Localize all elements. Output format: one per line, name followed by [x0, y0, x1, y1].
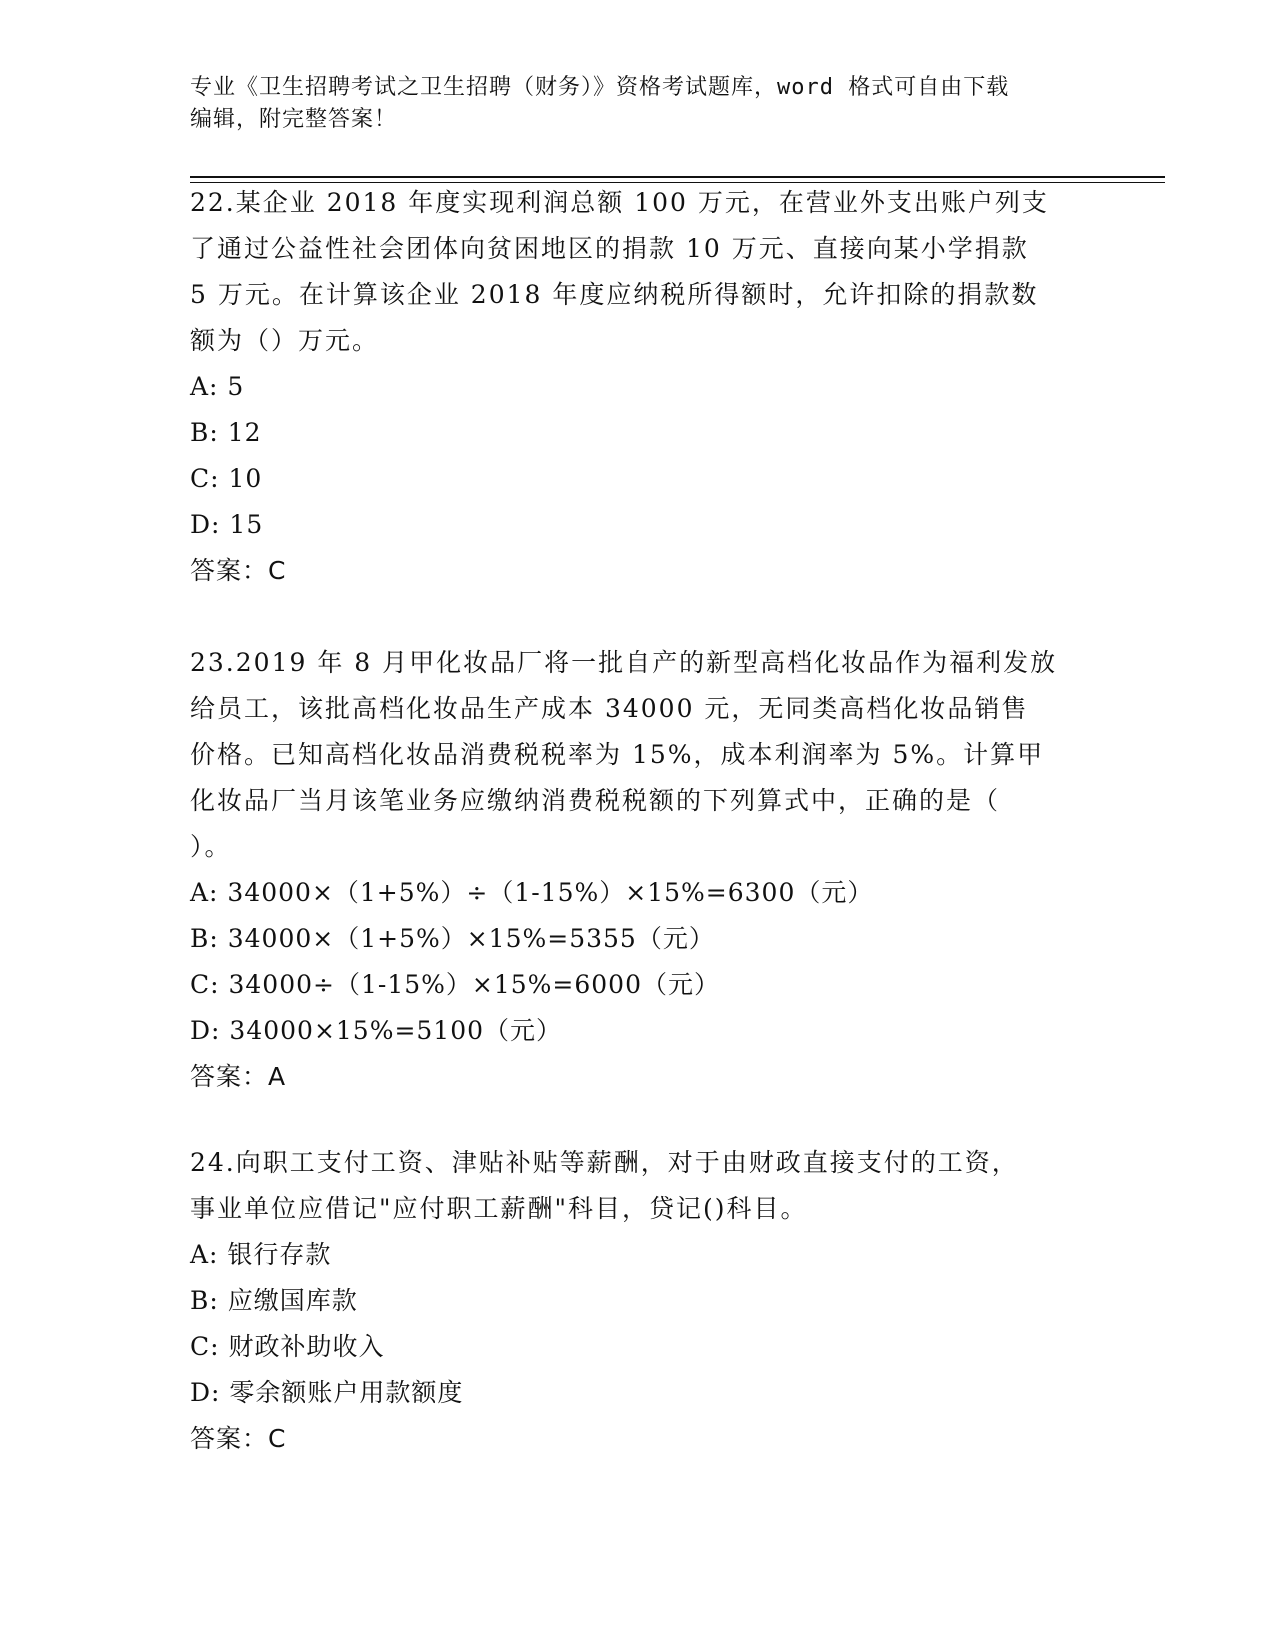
question-stem-line: 化妆品厂当月该笔业务应缴纳消费税税额的下列算式中，正确的是（	[190, 786, 1001, 815]
question-stem-line: 给员工，该批高档化妆品生产成本 34000 元，无同类高档化妆品销售	[190, 694, 1029, 723]
document-header	[190, 72, 1090, 136]
question-24	[190, 1140, 1090, 1462]
question-stem-line: 23.2019 年 8 月甲化妆品厂将一批自产的新型高档化妆品作为福利发放	[190, 648, 1058, 677]
question-stem-line: ）。	[190, 832, 232, 861]
question-stem-line: 事业单位应借记"应付职工薪酬"科目，贷记()科目。	[190, 1194, 808, 1223]
answer-label: 答案：C	[190, 1424, 287, 1453]
option-d: D: 34000×15%=5100（元）	[190, 1016, 563, 1045]
question-stem-line: 价格。已知高档化妆品消费税税率为 15%，成本利润率为 5%。计算甲	[190, 740, 1045, 769]
question-stem-line: 24.向职工支付工资、津贴补贴等薪酬，对于由财政直接支付的工资，	[190, 1148, 1019, 1177]
option-c: C: 34000÷（1-15%）×15%=6000（元）	[190, 970, 720, 999]
question-stem-line: 5 万元。在计算该企业 2018 年度应纳税所得额时，允许扣除的捐款数	[190, 280, 1039, 309]
option-a: A: 5	[190, 372, 245, 401]
header-divider-thick	[190, 176, 1165, 178]
option-c: C: 10	[190, 464, 263, 493]
option-c: C: 财政补助收入	[190, 1332, 385, 1361]
option-a: A: 银行存款	[190, 1240, 332, 1269]
option-b: B: 34000×（1+5%）×15%=5355（元）	[190, 924, 715, 953]
option-b: B: 应缴国库款	[190, 1286, 358, 1315]
option-b: B: 12	[190, 418, 262, 447]
question-stem-line: 额为（）万元。	[190, 326, 380, 355]
option-d: D: 零余额账户用款额度	[190, 1378, 464, 1407]
question-stem-line: 了通过公益性社会团体向贫困地区的捐款 10 万元、直接向某小学捐款	[190, 234, 1029, 263]
option-d: D: 15	[190, 510, 264, 539]
header-line: 编辑，附完整答案！	[190, 107, 398, 132]
option-a: A: 34000×（1+5%）÷（1-15%）×15%=6300（元）	[190, 878, 874, 907]
answer-label: 答案：A	[190, 1062, 287, 1091]
question-22	[190, 180, 1090, 594]
question-23	[190, 640, 1090, 1100]
question-stem-line: 22.某企业 2018 年度实现利润总额 100 万元，在营业外支出账户列支	[190, 188, 1049, 217]
answer-label: 答案：C	[190, 556, 287, 585]
header-line: 专业《卫生招聘考试之卫生招聘（财务）》资格考试题库，word 格式可自由下载	[190, 75, 1010, 100]
